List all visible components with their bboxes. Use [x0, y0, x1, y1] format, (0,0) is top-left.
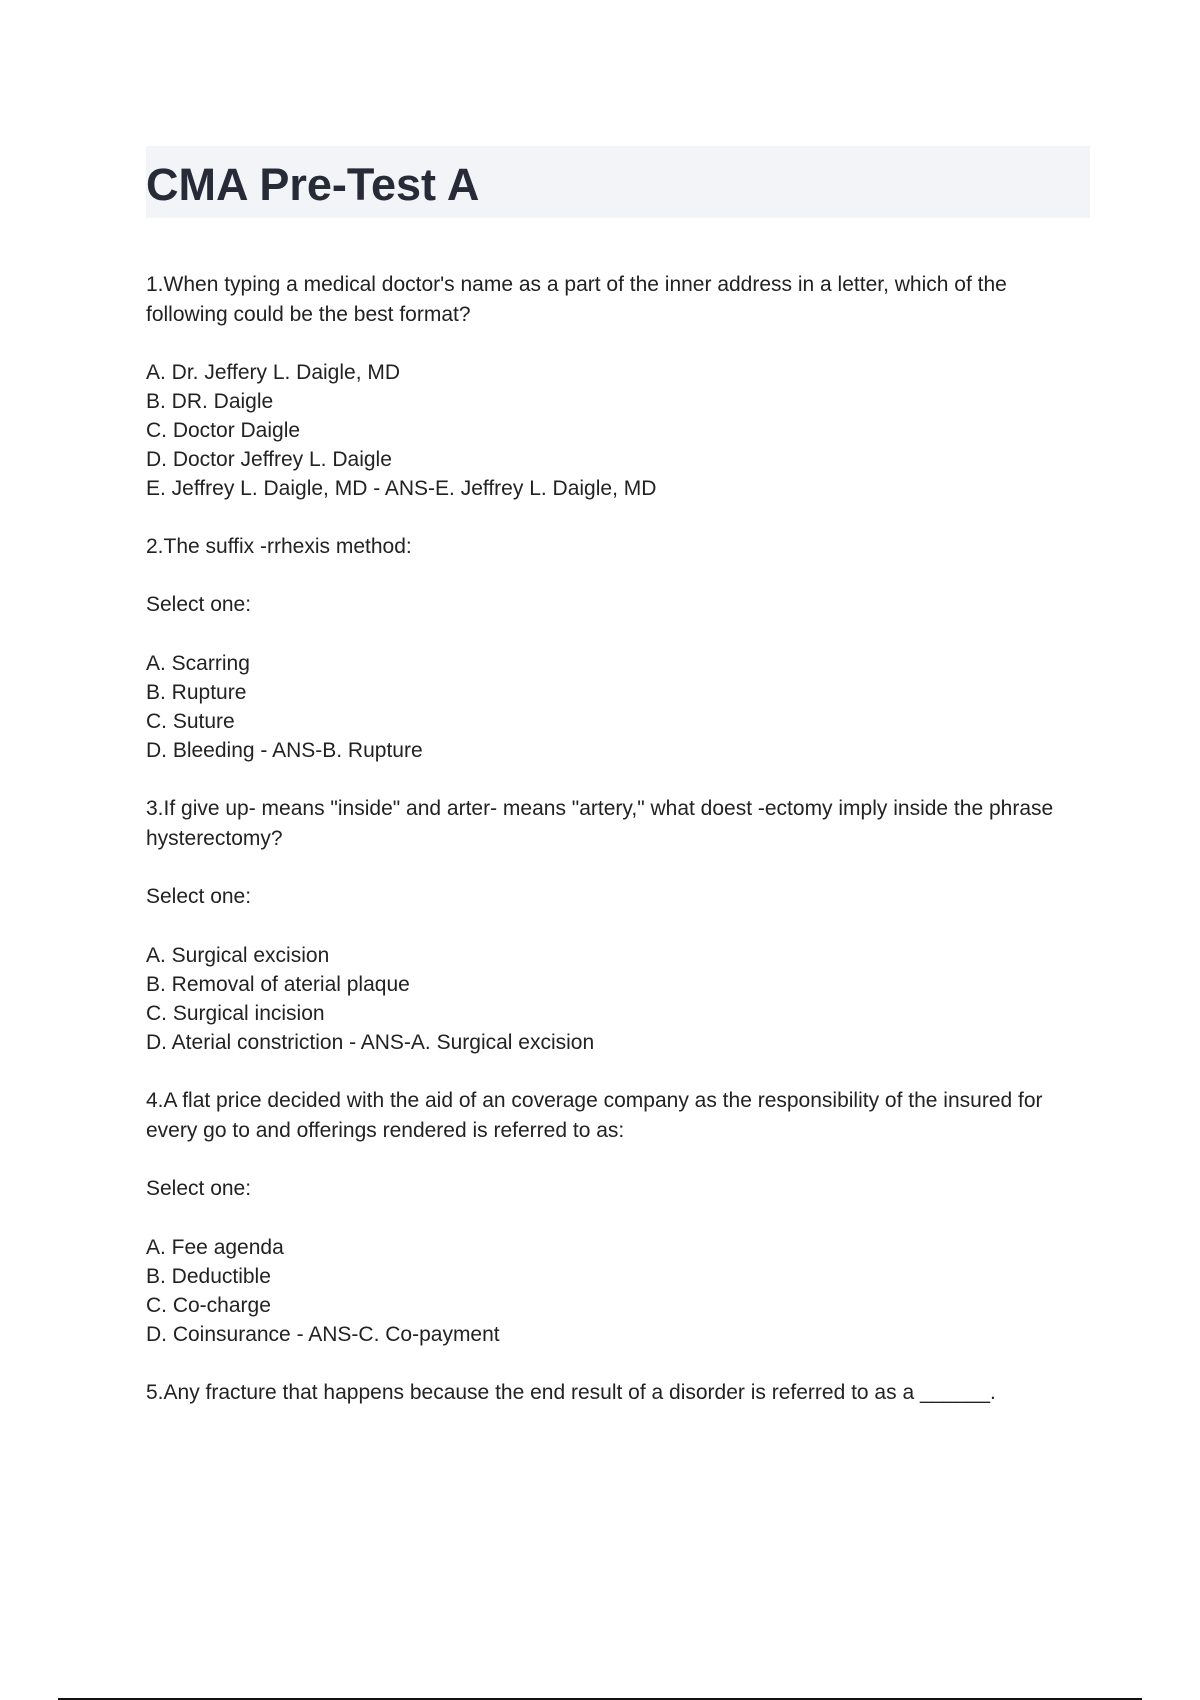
answer-options [146, 358, 1090, 503]
answer-option: A. Scarring [146, 652, 250, 675]
answer-options [146, 649, 1090, 765]
question-text: 2.The suffix -rrhexis method: [146, 535, 412, 558]
answer-option: C. Co-charge [146, 1294, 271, 1317]
question-2 [146, 532, 1090, 765]
title-banner [146, 146, 1090, 218]
answer-option: D. Aterial constriction - ANS-A. Surgical excision [146, 1031, 595, 1054]
answer-option: B. Rupture [146, 681, 247, 704]
answer-options [146, 941, 1090, 1057]
answer-option: A. Fee agenda [146, 1236, 284, 1259]
answer-option: C. Doctor Daigle [146, 419, 301, 442]
answer-option: A. Surgical excision [146, 944, 330, 967]
answer-option: B. DR. Daigle [146, 390, 274, 413]
answer-option: C. Suture [146, 710, 235, 733]
page-title: CMA Pre-Test A [146, 159, 480, 210]
question-text: 4.A flat price decided with the aid of an coverage company as the responsibility of the insured for every go to and offerings rendered is referred to as: [146, 1089, 1049, 1142]
answer-option: B. Deductible [146, 1265, 271, 1288]
answer-option: D. Doctor Jeffrey L. Daigle [146, 448, 392, 471]
answer-option: E. Jeffrey L. Daigle, MD - ANS-E. Jeffrey L. Daigle, MD [146, 477, 657, 500]
question-4 [146, 1086, 1090, 1349]
question-text: 5.Any fracture that happens because the end result of a disorder is referred to as a ______. [146, 1381, 996, 1404]
select-instruction: Select one: [146, 593, 252, 616]
question-list [146, 270, 1090, 1436]
question-text: 3.If give up- means "inside" and arter- means "artery," what doest -ectomy imply inside the phrase hysterectomy? [146, 797, 1060, 850]
answer-option: D. Coinsurance - ANS-C. Co-payment [146, 1323, 500, 1346]
answer-option: C. Surgical incision [146, 1002, 325, 1025]
answer-options [146, 1233, 1090, 1349]
question-3 [146, 794, 1090, 1057]
question-text: 1.When typing a medical doctor's name as a part of the inner address in a letter, which of the following could be the best format? [146, 273, 1013, 326]
question-5 [146, 1378, 1090, 1408]
select-instruction: Select one: [146, 885, 252, 908]
answer-option: B. Removal of aterial plaque [146, 973, 410, 996]
select-instruction: Select one: [146, 1177, 252, 1200]
question-1 [146, 270, 1090, 503]
answer-option: A. Dr. Jeffery L. Daigle, MD [146, 361, 401, 384]
answer-option: D. Bleeding - ANS-B. Rupture [146, 739, 423, 762]
